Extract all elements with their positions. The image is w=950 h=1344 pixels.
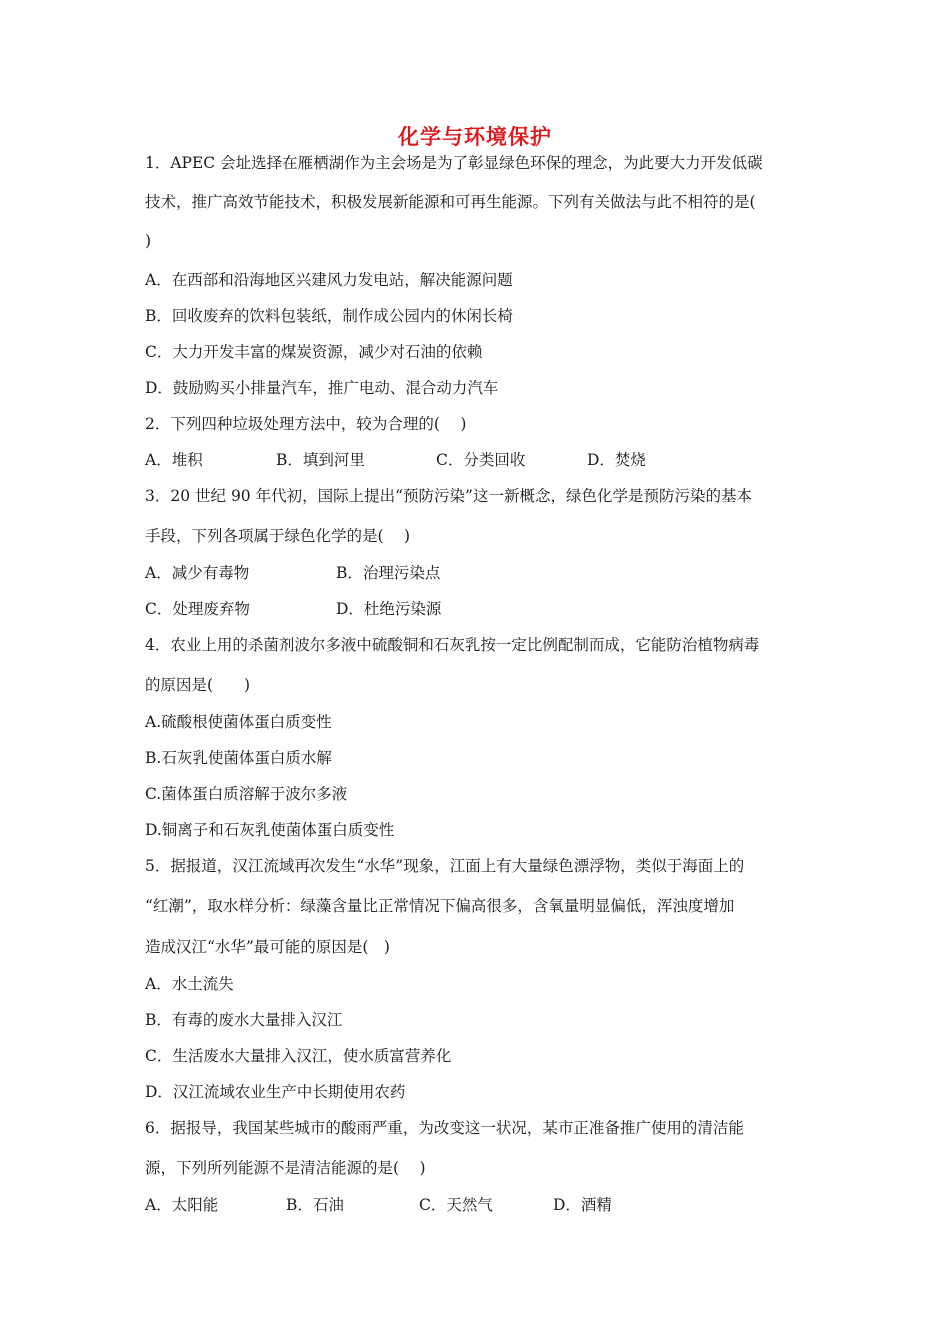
q3-stem-line-1: 3．20 世纪 90 年代初，国际上提出“预防污染”这一新概念，绿色化学是预防污染的基本: [145, 487, 752, 505]
q3-option-c: C．处理废弃物: [145, 600, 250, 618]
q2-option-d: D．焚烧: [587, 451, 646, 469]
q2-option-b: B．填到河里: [276, 451, 365, 469]
q3-option-d: D．杜绝污染源: [336, 600, 442, 618]
q6-stem-line-2: 源，下列所列能源不是清洁能源的是( ): [145, 1159, 426, 1177]
q4-stem-line-2: 的原因是( ): [145, 676, 251, 694]
q5-stem-line-3: 造成汉江“水华”最可能的原因是( ): [145, 938, 390, 956]
q2-option-a: A．堆积: [145, 451, 203, 469]
q1-stem-line-3: ): [145, 232, 152, 250]
q5-stem-line-1: 5．据报道，汉江流域再次发生“水华”现象，江面上有大量绿色漂浮物，类似于海面上的: [145, 857, 745, 875]
q6-option-b: B．石油: [286, 1196, 344, 1214]
q2-option-c: C．分类回收: [436, 451, 526, 469]
q3-stem-line-2: 手段，下列各项属于绿色化学的是( ): [145, 527, 411, 545]
q3-option-b: B．治理污染点: [336, 564, 441, 582]
q4-option-b: B.石灰乳使菌体蛋白质水解: [145, 749, 332, 767]
q5-option-d: D．汉江流域农业生产中长期使用农药: [145, 1083, 406, 1101]
q1-stem-line-1: 1．APEC 会址选择在雁栖湖作为主会场是为了彰显绿色环保的理念，为此要大力开发低碳: [145, 154, 763, 172]
page-title: 化学与环境保护: [398, 125, 552, 149]
q5-stem-line-2: “红潮”，取水样分析：绿藻含量比正常情况下偏高很多，含氧量明显偏低，浑浊度增加: [145, 897, 735, 915]
q6-stem-line-1: 6．据报导，我国某些城市的酸雨严重，为改变这一状况，某市正准备推广使用的清洁能: [145, 1119, 744, 1137]
q6-option-d: D．酒精: [553, 1196, 612, 1214]
q4-stem-line-1: 4．农业上用的杀菌剂波尔多液中硫酸铜和石灰乳按一定比例配制而成，它能防治植物病毒: [145, 636, 760, 654]
q6-option-c: C．天然气: [419, 1196, 493, 1214]
q1-option-d: D．鼓励购买小排量汽车，推广电动、混合动力汽车: [145, 379, 499, 397]
q4-option-d: D.铜离子和石灰乳使菌体蛋白质变性: [145, 821, 395, 839]
q5-option-c: C．生活废水大量排入汉江，使水质富营养化: [145, 1047, 452, 1065]
q5-option-a: A．水土流失: [145, 975, 234, 993]
q4-option-a: A.硫酸根使菌体蛋白质变性: [145, 713, 332, 731]
q3-option-a: A．减少有毒物: [145, 564, 250, 582]
q1-option-c: C．大力开发丰富的煤炭资源，减少对石油的依赖: [145, 343, 483, 361]
q1-stem-line-2: 技术，推广高效节能技术，积极发展新能源和可再生能源。下列有关做法与此不相符的是(: [145, 193, 756, 211]
q1-option-b: B．回收废弃的饮料包装纸，制作成公园内的休闲长椅: [145, 307, 513, 325]
q2-stem-line-1: 2．下列四种垃圾处理方法中，较为合理的( ): [145, 415, 467, 433]
q1-option-a: A．在西部和沿海地区兴建风力发电站，解决能源问题: [145, 271, 513, 289]
q4-option-c: C.菌体蛋白质溶解于波尔多液: [145, 785, 348, 803]
q6-option-a: A．太阳能: [145, 1196, 219, 1214]
q5-option-b: B．有毒的废水大量排入汉江: [145, 1011, 343, 1029]
